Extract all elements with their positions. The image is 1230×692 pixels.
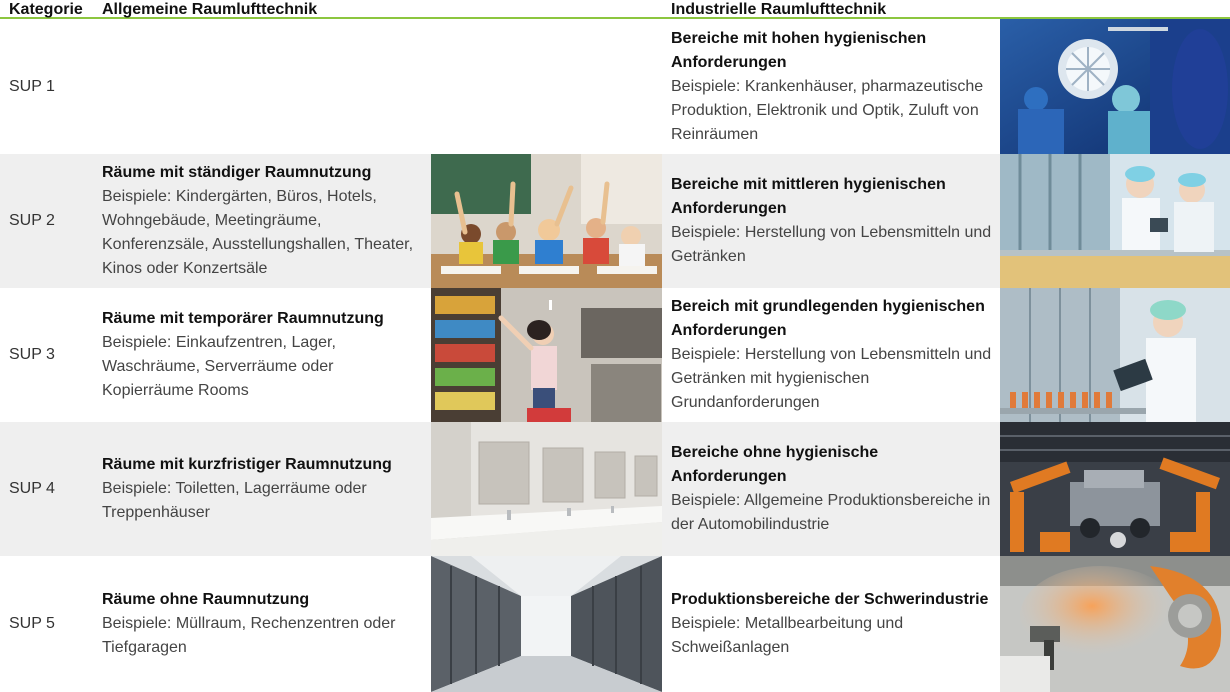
bottling-plant-photo [1000, 288, 1230, 422]
industrial-desc: Beispiele: Herstellung von Lebensmitteln und Getränken mit hygienischen Grundanforderungen [671, 346, 992, 411]
general-cell [92, 556, 431, 692]
spray-painting-photo [1000, 556, 1230, 692]
table-row-sup3 [0, 288, 1230, 422]
general-title: Räume mit kurzfristiger Raumnutzung [102, 456, 392, 473]
industrial-cell [662, 19, 1000, 154]
header-industrial: Industrielle Raumlufttechnik [671, 1, 887, 18]
table-row-sup2 [0, 154, 1230, 288]
general-desc: Beispiele: Einkaufzentren, Lager, Waschräume, Serverräume oder Kopierräume Rooms [102, 334, 336, 399]
industrial-desc: Beispiele: Herstellung von Lebensmitteln und Getränken [671, 224, 992, 265]
category-label: SUP 5 [0, 556, 92, 692]
table-row-sup5 [0, 556, 1230, 692]
classroom-photo [431, 154, 662, 288]
table-header [0, 0, 1230, 19]
food-lab-photo [1000, 154, 1230, 288]
general-title: Räume mit temporärer Raumnutzung [102, 310, 384, 327]
washroom-photo [431, 422, 662, 556]
general-title: Räume ohne Raumnutzung [102, 591, 310, 608]
industrial-cell [662, 556, 1000, 692]
industrial-title: Bereich mit grundlegenden hygienischen Anforderungen [671, 298, 985, 339]
operating-room-photo [1000, 19, 1230, 154]
general-cell [92, 154, 431, 288]
header-general: Allgemeine Raumlufttechnik [102, 1, 318, 18]
header-category: Kategorie [9, 1, 83, 18]
industrial-desc: Beispiele: Metallbearbeitung und Schweißanlagen [671, 615, 904, 656]
general-cell [92, 422, 431, 556]
car-robots-photo [1000, 422, 1230, 556]
industrial-cell [662, 154, 1000, 288]
general-desc: Beispiele: Kindergärten, Büros, Hotels, Wohngebäude, Meetingräume, Konferenzsäle, Ausstellungshallen, Theater, Kinos oder Konzertsäle [102, 188, 414, 277]
category-label: SUP 1 [0, 19, 92, 154]
industrial-desc: Beispiele: Allgemeine Produktionsbereiche in der Automobilindustrie [671, 492, 991, 533]
general-cell [92, 288, 431, 422]
general-title: Räume mit ständiger Raumnutzung [102, 164, 372, 181]
industrial-cell [662, 288, 1000, 422]
general-cell [92, 19, 431, 154]
server-room-photo [431, 556, 662, 692]
industrial-title: Bereiche ohne hygienische Anforderungen [671, 444, 879, 485]
supermarket-photo [431, 288, 662, 422]
category-label: SUP 2 [0, 154, 92, 288]
industrial-cell [662, 422, 1000, 556]
general-desc: Beispiele: Müllraum, Rechenzentren oder Tiefgaragen [102, 615, 396, 656]
industrial-title: Bereiche mit mittleren hygienischen Anforderungen [671, 176, 946, 217]
industrial-title: Bereiche mit hohen hygienischen Anforderungen [671, 29, 927, 71]
category-label: SUP 4 [0, 422, 92, 556]
table-row-sup4 [0, 422, 1230, 556]
category-label: SUP 3 [0, 288, 92, 422]
table-row-sup1 [0, 19, 1230, 154]
general-desc: Beispiele: Toiletten, Lagerräume oder Treppenhäuser [102, 480, 367, 521]
industrial-desc: Beispiele: Krankenhäuser, pharmazeutische Produktion, Elektronik und Optik, Zuluft von Reinräumen [671, 77, 984, 143]
industrial-title: Produktionsbereiche der Schwerindustrie [671, 591, 989, 608]
